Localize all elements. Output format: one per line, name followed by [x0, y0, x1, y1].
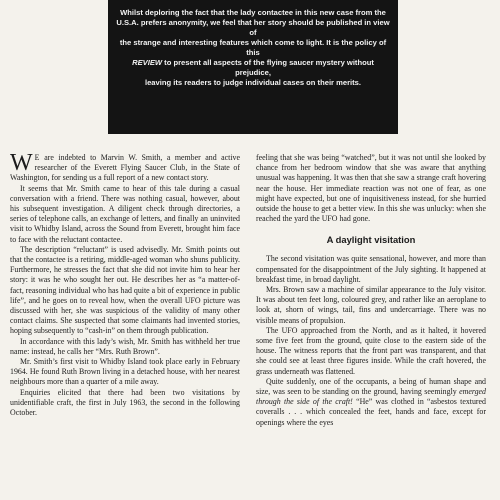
article-left-column — [10, 153, 240, 500]
drop-cap: W — [10, 153, 32, 176]
paragraph: In accordance with this lady’s wish, Mr. Smith has withheld her true name: instead, he calls her “Mrs. Ruth Brown”. — [10, 336, 240, 356]
emphasized-text: emerged through the side of the craft! — [256, 387, 486, 407]
intro-line-5: leaving its readers to judge individual cases on their merits. — [144, 78, 362, 87]
paragraph: Mr. Smith’s first visit to Whidby Island took place early in February 1964. He found Ruth Brown living in a detached house, with her nearest neighbours more than a quarter of a mile away. — [10, 357, 240, 387]
paragraph-with-emphasis — [256, 377, 486, 428]
paragraph: The second visitation was quite sensational, however, and more than compensated for the disappointment of the July sighting. It happened at breakfast time, in broad daylight. — [256, 254, 486, 284]
continued-paragraph: feeling that she was being “watched”, but it was not until she looked by chance from her bedroom window that she was aware that anything unusual was happening. It was then that she saw a strange craft hovering near the house. Her immediate reaction was not one of fear, as one might have expected, but one of inquisitiveness instead, for she hurried outside the house to get a better view. In this she was unlucky: when she reached the yard the UFO had gone. — [256, 153, 486, 224]
editorial-intro-text — [116, 8, 390, 88]
paragraph: The description “reluctant” is used advisedly. Mr. Smith points out that the contactee is a retiring, middle-aged woman who shuns publicity. Furthermore, he stresses the fact that she did not invite him to hear her story: it was he who sought her out. He describes her as “a matter-of-fact, reasoning individual who has had quite a bit of experience in public life”, and he goes on to reveal how, when the overall UFO picture was discussed with her, she was suspicious of the validity of many other contact claims. She suspected that some claimants had invented stories, hoping subsequently to “cash-in” on them through publication. — [10, 244, 240, 336]
intro-line-3: the strange and interesting features which come to light. It is the policy of this — [119, 38, 387, 57]
paragraph: Mrs. Brown saw a machine of similar appearance to the July visitor. It was about ten feet long, coloured grey, and rather like an aeroplane to look at, shorn of wings, tail, fins and undercarriage. There was no visible means of propulsion. — [256, 285, 486, 325]
intro-line-1: Whilst deploring the fact that the lady contactee in this new case from the — [120, 8, 386, 17]
intro-line-4: to present all aspects of the flying saucer mystery without prejudice, — [162, 58, 374, 77]
opening-paragraph — [10, 153, 240, 184]
editorial-intro-box — [108, 0, 398, 134]
intro-line-2: U.S.A. prefers anonymity, we feel that her story should be published in view of — [116, 18, 390, 37]
opening-paragraph-text: are indebted to Marvin W. Smith, a member and active researcher of the Everett Flying Saucer Club, in the State of Washington, for sending us a full report of a new contact story. — [10, 153, 240, 183]
paragraph: Enquiries elicited that there had been two visitations by unidentifiable craft, the first in July 1963, the second in the following October. — [10, 387, 240, 418]
article-right-column — [256, 153, 486, 500]
drop-cap-continuation: E — [34, 153, 40, 162]
paragraph: It seems that Mr. Smith came to hear of this tale during a casual conversation with a friend. There was nothing casual, however, about his subsequent investigation. A diligent check through directories, a series of telephone calls, an exchange of letters, and finally an uninvited visit to Whidby Island, across the Sound from Everett, brought him face to face with the reluctant contactee. — [10, 183, 240, 244]
section-subheading: A daylight visitation — [326, 234, 416, 246]
paragraph-text: Quite suddenly, one of the occupants, a being of human shape and size, was seen to be standing on the ground, having seemingly — [256, 376, 486, 397]
paragraph: The UFO approached from the North, and as it halted, it hovered some five feet from the ground, quite close to the eastern side of the house. The witness reports that the front part was transparent, and that she could see at least three figures inside. While the craft hovered, the grass underneath was flattened. — [256, 325, 486, 376]
intro-review-word: REVIEW — [132, 58, 163, 67]
paragraph-text: “He” was clothed in “asbestos textured coveralls . . . which concealed the feet, hands and face, except for openings where the eyes — [256, 397, 486, 427]
